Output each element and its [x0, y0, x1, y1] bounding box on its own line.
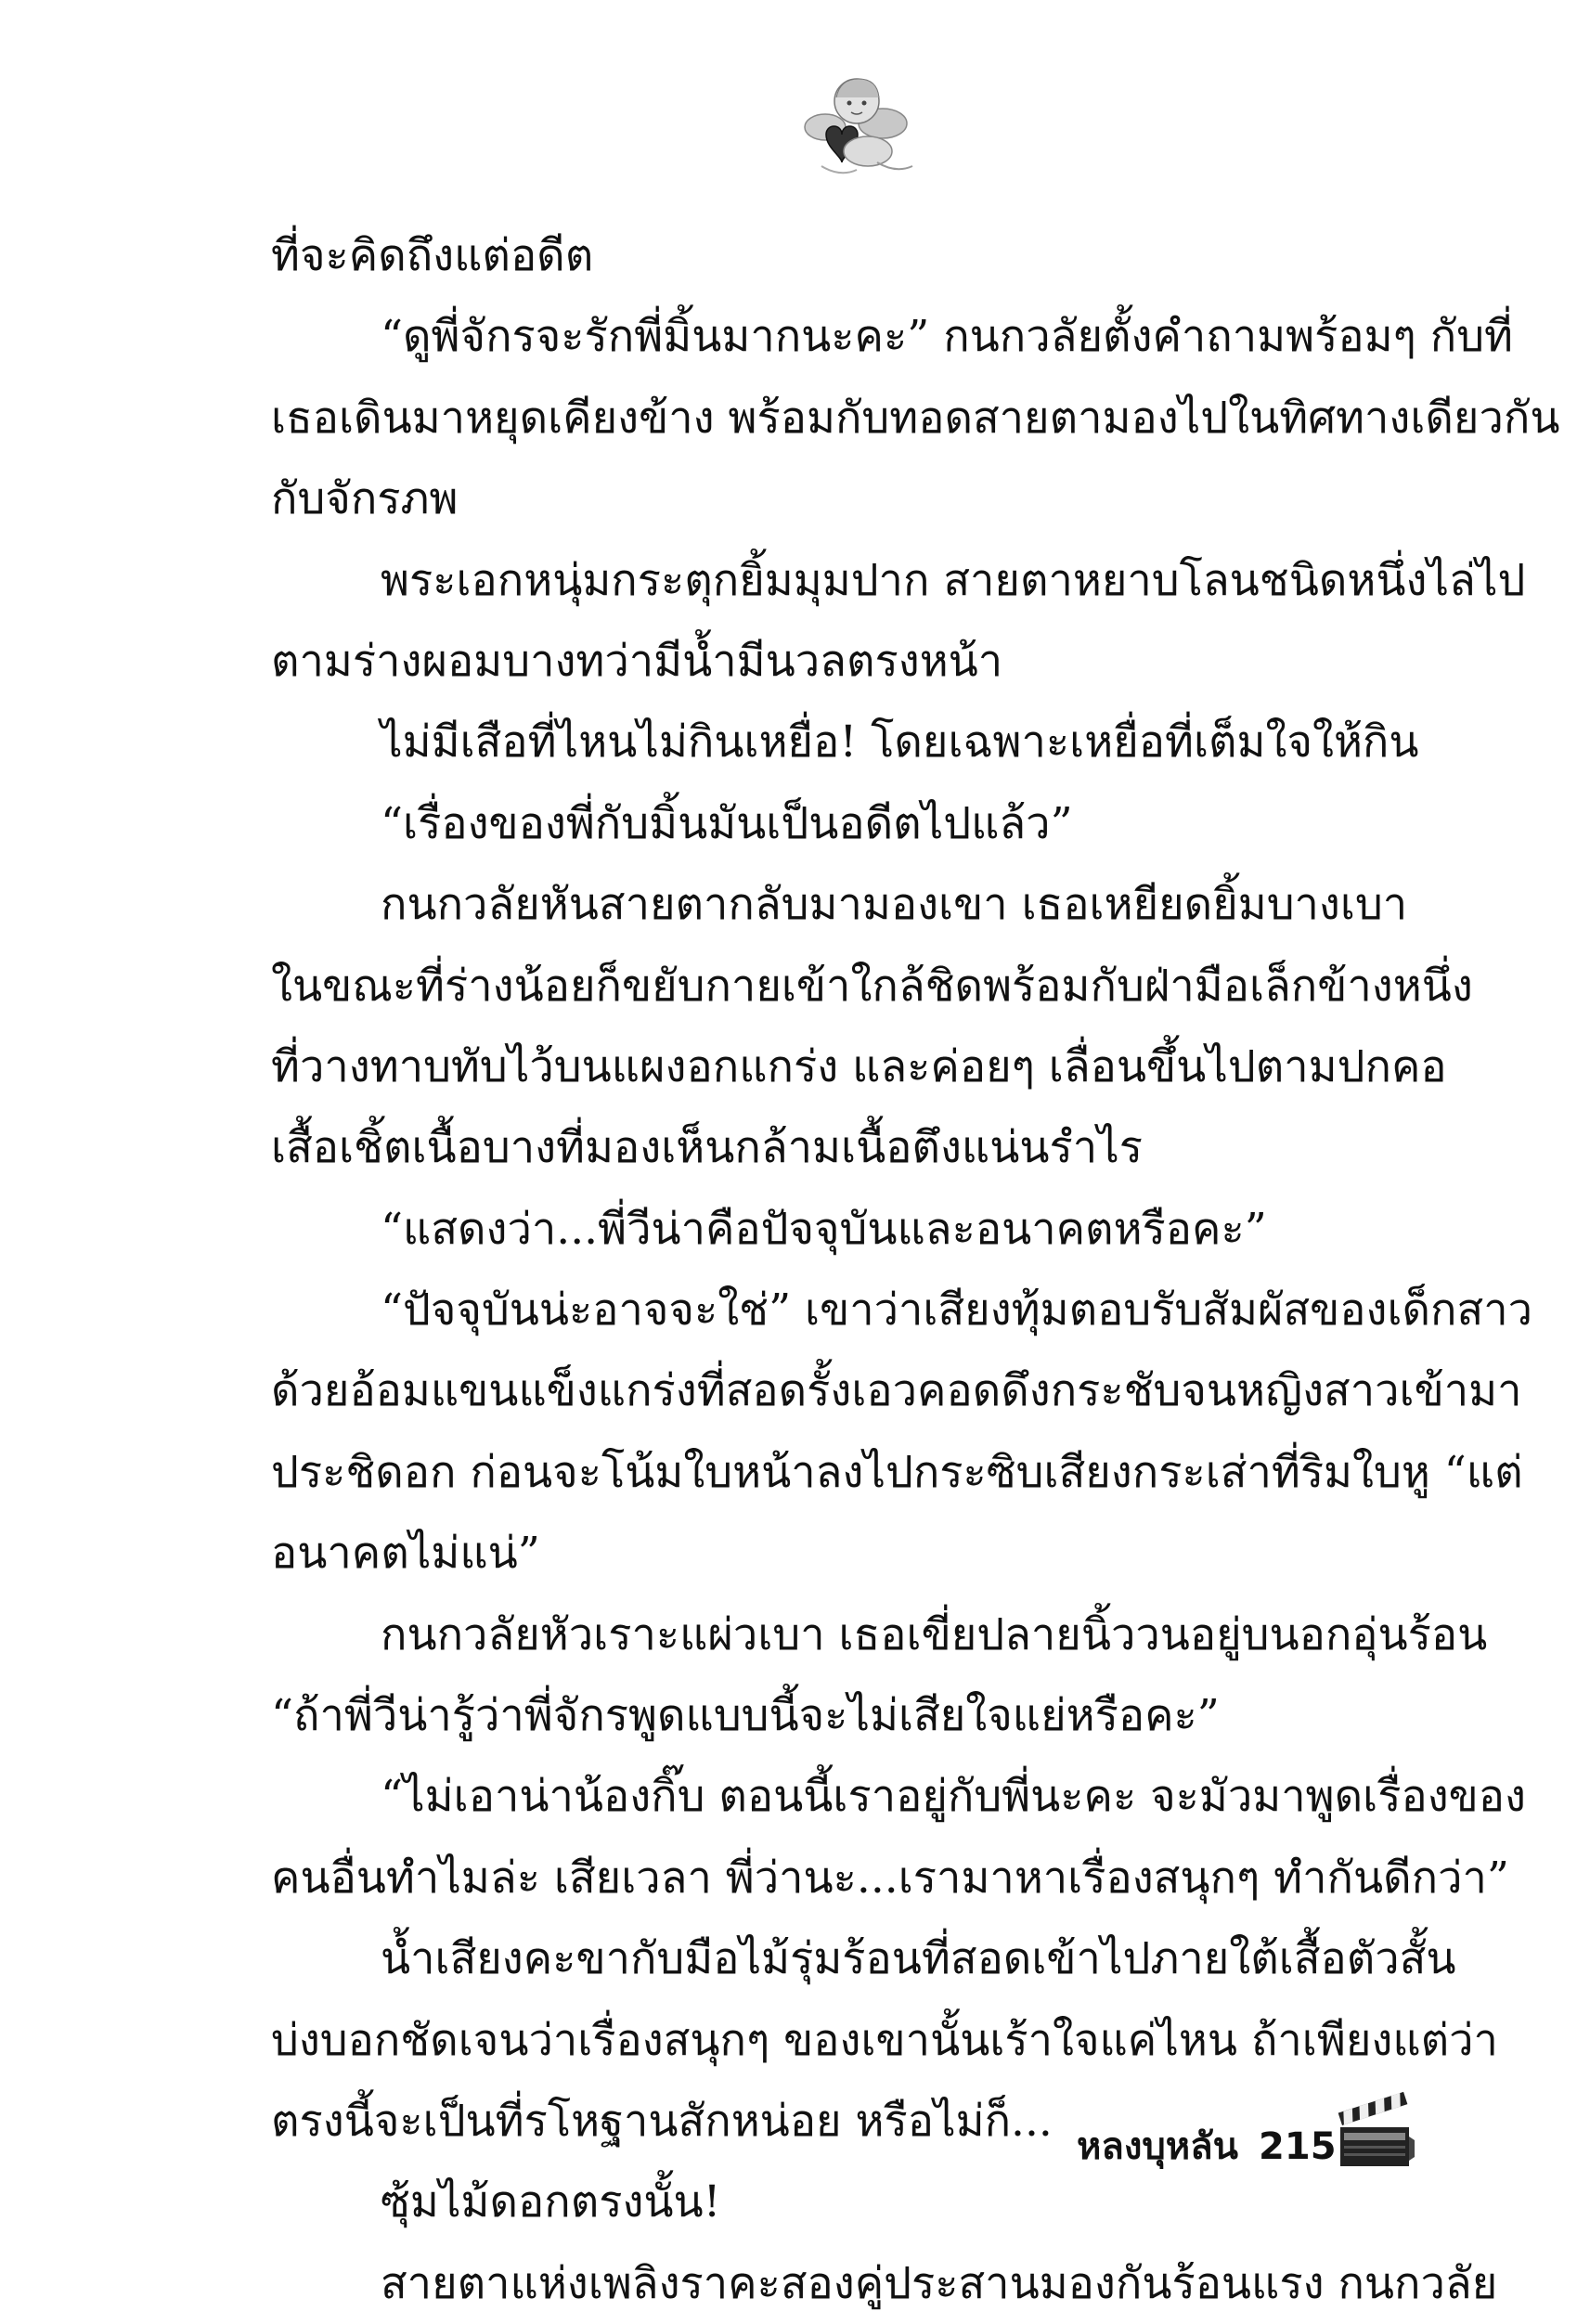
body-line: “ไม่เอาน่าน้องกิ๊บ ตอนนี้เราอยู่กับพี่นะคะ จะมัวมาพูดเรื่องของ: [381, 1771, 1526, 1823]
body-line: ประชิดอก ก่อนจะโน้มใบหน้าลงไปกระซิบเสียงกระเส่าที่ริมใบหู “แต่: [271, 1446, 1523, 1498]
body-line: เสื้อเชิ้ตเนื้อบางที่มองเห็นกล้ามเนื้อตึงแน่นรำไร: [271, 1122, 1143, 1174]
body-line: ในขณะที่ร่างน้อยก็ขยับกายเข้าใกล้ชิดพร้อมกับฝ่ามือเล็กข้างหนึ่ง: [271, 960, 1473, 1012]
body-line: ซุ้มไม้ดอกตรงนั้น!: [381, 2176, 721, 2228]
body-line: คนอื่นทำไมล่ะ เสียเวลา พี่ว่านะ...เรามาหาเรื่องสนุกๆ ทำกันดีกว่า”: [271, 1852, 1509, 1904]
body-line: สายตาแห่งเพลิงราคะสองคู่ประสานมองกันร้อนแรง กนกวลัย: [381, 2257, 1498, 2309]
body-line: บ่งบอกชัดเจนว่าเรื่องสนุกๆ ของเขานั้นเร้าใจแค่ไหน ถ้าเพียงแต่ว่า: [271, 2014, 1498, 2066]
running-footer: [1077, 2116, 1337, 2176]
body-line: น้ำเสียงคะขากับมือไม้รุ่มร้อนที่สอดเข้าไปภายใต้เสื้อตัวสั้น: [381, 1933, 1456, 1985]
body-line: กับจักรภพ: [271, 473, 459, 525]
film-clapperboard-icon: [1337, 2099, 1416, 2170]
body-line: ที่วางทาบทับไว้บนแผงอกแกร่ง และค่อยๆ เลื่อนขึ้นไปตามปกคอ: [271, 1040, 1447, 1092]
page-number: 215: [1259, 2125, 1337, 2168]
body-text: [271, 215, 1560, 2324]
book-title: หลงบุหลัน: [1077, 2125, 1239, 2168]
body-line: “เรื่องของพี่กับมิ้นมันเป็นอดีตไปแล้ว”: [381, 797, 1073, 849]
body-line: “ถ้าพี่วีน่ารู้ว่าพี่จักรพูดแบบนี้จะไม่เสียใจแย่หรือคะ”: [271, 1690, 1220, 1742]
body-line: ที่จะคิดถึงแต่อดีต: [271, 230, 594, 281]
body-line: อนาคตไม่แน่”: [271, 1528, 540, 1580]
body-line: ไม่มีเสือที่ไหนไม่กินเหยื่อ! โดยเฉพาะเหยื่อที่เต็มใจให้กิน: [381, 717, 1419, 768]
body-line: ตรงนี้จะเป็นที่รโหฐานสักหน่อย หรือไม่ก็...: [271, 2095, 1053, 2147]
body-line: พระเอกหนุ่มกระตุกยิ้มมุมปาก สายตาหยาบโลนชนิดหนึ่งไล่ไป: [381, 554, 1526, 606]
body-line: กนกวลัยหันสายตากลับมามองเขา เธอเหยียดยิ้มบางเบา: [381, 879, 1408, 931]
body-line: เธอเดินมาหยุดเคียงข้าง พร้อมกับทอดสายตามองไปในทิศทางเดียวกัน: [271, 392, 1560, 444]
body-line: “ดูพี่จักรจะรักพี่มิ้นมากนะคะ” กนกวลัยตั้งคำถามพร้อมๆ กับที่: [381, 311, 1514, 363]
body-line: ตามร่างผอมบางทว่ามีน้ำมีนวลตรงหน้า: [271, 635, 1003, 687]
body-line: ด้วยอ้อมแขนแข็งแกร่งที่สอดรั้งเอวคอดดึงกระชับจนหญิงสาวเข้ามา: [271, 1365, 1522, 1417]
body-line: “ปัจจุบันน่ะอาจจะใช่” เขาว่าเสียงทุ้มตอบรับสัมผัสของเด็กสาว: [381, 1285, 1532, 1336]
body-line: กนกวลัยหัวเราะแผ่วเบา เธอเขี่ยปลายนิ้ววนอยู่บนอกอุ่นร้อน: [381, 1608, 1488, 1660]
cupid-with-heart-icon: [784, 70, 924, 181]
body-line: “แสดงว่า...พี่วีน่าคือปัจจุบันและอนาคตหรือคะ”: [381, 1203, 1267, 1255]
